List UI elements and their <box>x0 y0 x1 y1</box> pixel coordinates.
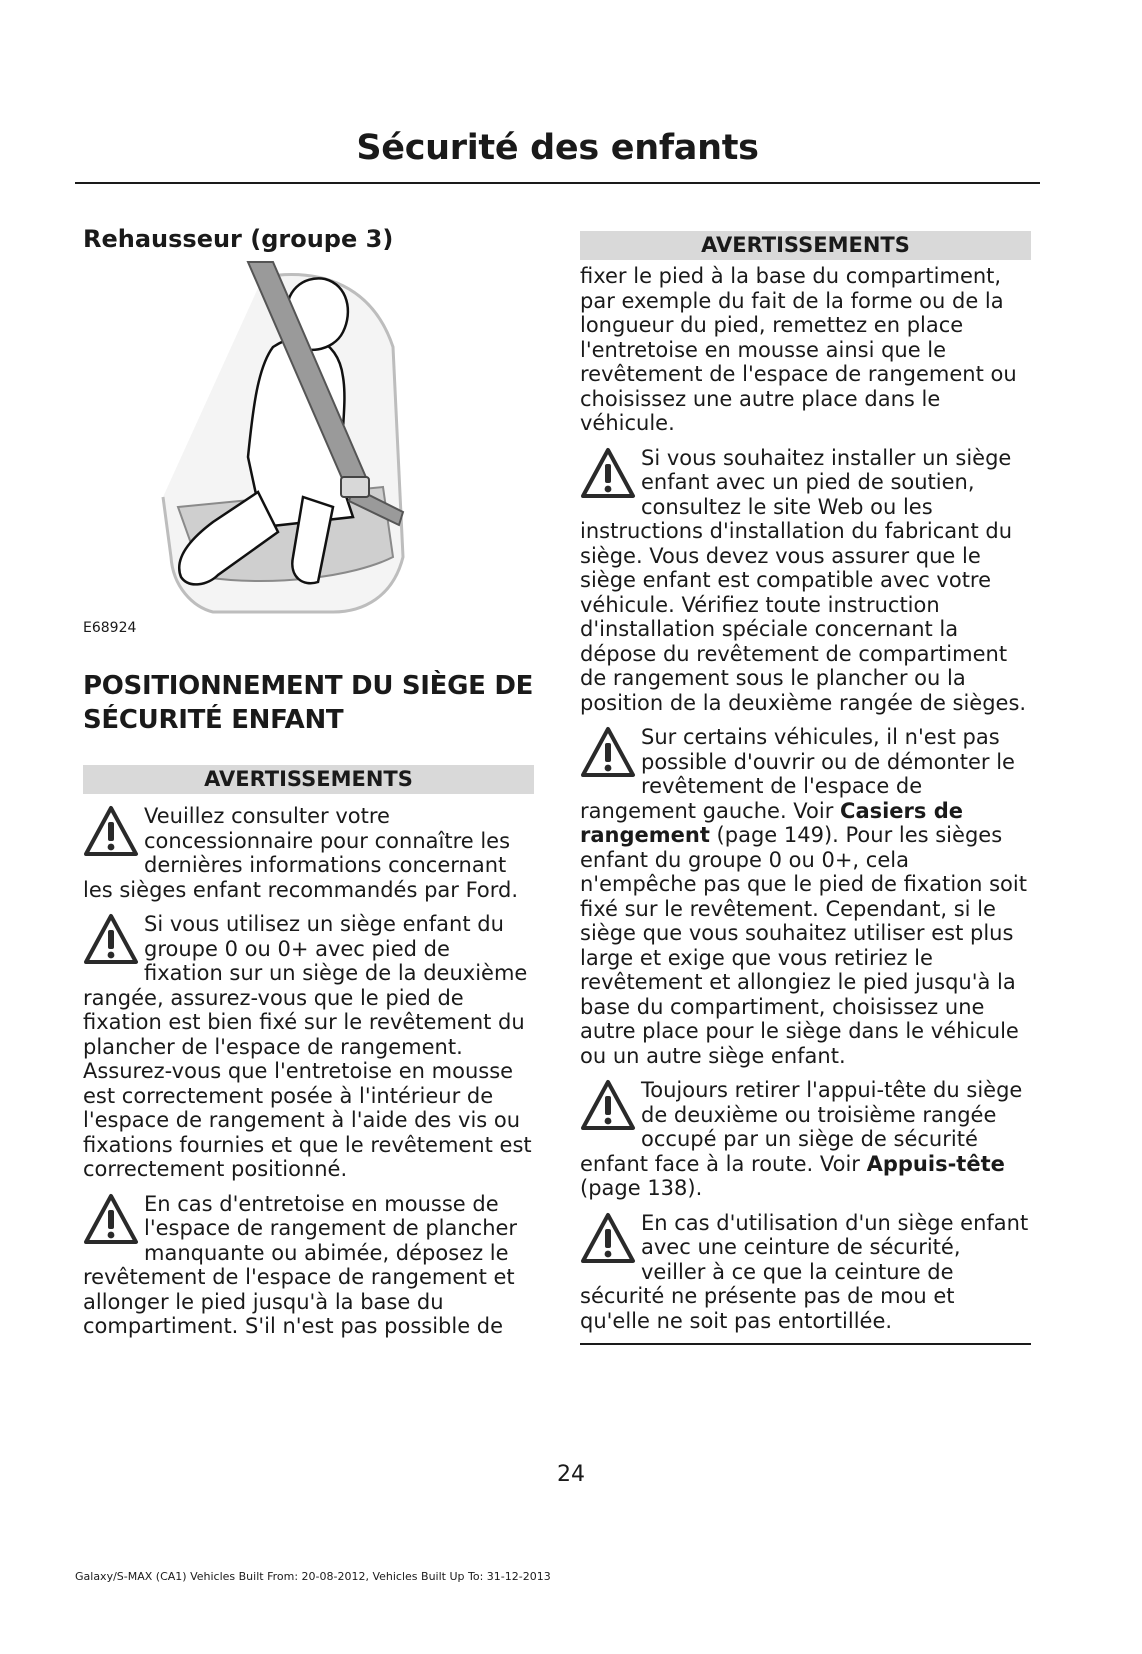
warning-text: Si vous souhaitez installer un siège enfant avec un pied de soutien, consultez le site Web ou les instructions d'installation du fabricant du siège. Vous devez vous assurer que le siège enfant est compatible avec votre véhicule. Vérifiez toute instruction d'installation spéciale concernant la dépose du revêtement de compartiment de rangement sous le plancher ou la position de la deuxième rangée de sièges. <box>580 445 1027 715</box>
child-booster-seat-illustration <box>153 257 443 617</box>
left-column <box>83 225 534 1339</box>
warning-item <box>83 912 534 1182</box>
page-title: Sécurité des enfants <box>356 128 759 168</box>
warning-text: En cas d'entretoise en mousse de l'espace de rangement de plancher manquante ou abimée, déposez le revêtement de l'espace de rangement et allonger le pied jusqu'à la base du compartiment. S'il n'est pas possible de <box>83 1191 518 1338</box>
warning-item <box>83 804 534 902</box>
warning-continuation: fixer le pied à la base du compartiment, par exemple du fait de la forme ou de la longueur du pied, remettez en place l'entretoise en mousse ainsi que le revêtement de l'espace de rangement ou choisissez une autre place dans le véhicule. <box>580 264 1017 435</box>
section-heading: POSITIONNEMENT DU SIÈGE DE SÉCURITÉ ENFANT <box>83 671 534 735</box>
warning-triangle-icon <box>83 912 139 970</box>
cross-reference-link[interactable]: Appuis-tête <box>866 1151 1005 1176</box>
warning-text: Si vous utilisez un siège enfant du groupe 0 ou 0+ avec pied de fixation sur un siège de la deuxième rangée, assurez-vous que le pied de fixation est bien fixé sur le revêtement du plancher de l'espace de rangement. Assurez-vous que l'entretoise en mousse est correctement posée à l'intérieur de l'espace de rangement à l'aide des vis ou fixations fournies et que le revêtement est correctement positionné. <box>83 912 532 1181</box>
warning-text: (page 138). <box>580 1176 703 1200</box>
right-column <box>580 225 1031 1345</box>
warning-triangle-icon <box>580 725 636 783</box>
page-number: 24 <box>557 1462 585 1487</box>
warning-text: (page 149). Pour les sièges enfant du groupe 0 ou 0+, cela n'empêche pas que le pied de fixation soit fixé sur le revêtement. Cependant, si le siège que vous souhaitez utiliser est plus large et exige que vous retiriez le revêtement et allongiez le pied jusqu'à la base du compartiment, choisissez une autre place pour le siège dans le véhicule ou un autre siège enfant. <box>580 823 1027 1068</box>
warning-triangle-icon <box>580 1078 636 1136</box>
warning-item <box>83 1192 534 1339</box>
booster-seat-heading: Rehausseur (groupe 3) <box>83 225 394 253</box>
warnings-header: AVERTISSEMENTS <box>83 765 534 794</box>
warnings-end-divider <box>580 1343 1031 1345</box>
warning-text: Toujours retirer l'appui-tête du siège de deuxième ou troisième rangée occupé par un siège de sécurité enfant face à la route. Voir <box>580 1078 1023 1176</box>
figure-code: E68924 <box>83 620 137 636</box>
warning-triangle-icon <box>83 804 139 862</box>
warning-item <box>580 446 1031 716</box>
warning-text: Veuillez consulter votre concessionnaire pour connaître les dernières informations concernant les sièges enfant recommandés par Ford. <box>83 804 519 902</box>
warning-triangle-icon <box>83 1192 139 1250</box>
warning-item <box>580 1078 1031 1201</box>
warning-item <box>580 725 1031 1068</box>
warning-text: Sur certains véhicules, il n'est pas possible d'ouvrir ou de démonter le revêtement de l'espace de rangement gauche. Voir <box>580 725 1015 823</box>
title-divider <box>75 182 1040 184</box>
booster-seat-figure <box>83 257 534 649</box>
warnings-header: AVERTISSEMENTS <box>580 231 1031 260</box>
warning-text: En cas d'utilisation d'un siège enfant avec une ceinture de sécurité, veiller à ce que la ceinture de sécurité ne présente pas de mou et qu'elle ne soit pas entortillée. <box>580 1210 1029 1333</box>
warning-triangle-icon <box>580 1211 636 1269</box>
warning-item <box>580 1211 1031 1334</box>
cross-reference-link[interactable]: Casiers de rangement <box>580 798 963 847</box>
warning-triangle-icon <box>580 446 636 504</box>
footer-vehicle-info: Galaxy/S-MAX (CA1) Vehicles Built From: 20-08-2012, Vehicles Built Up To: 31-12-2013 <box>75 1570 551 1583</box>
